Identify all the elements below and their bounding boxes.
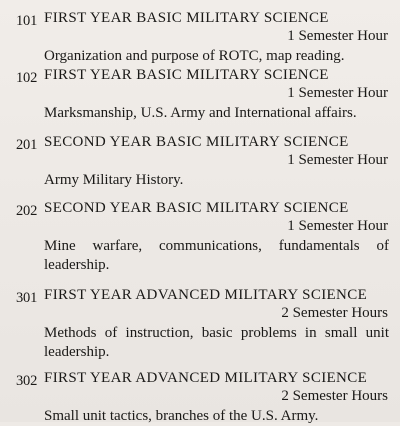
course-title: FIRST YEAR BASIC MILITARY SCIENCE: [44, 10, 329, 26]
course-title: SECOND YEAR BASIC MILITARY SCIENCE: [44, 200, 349, 216]
course-number: 101: [16, 13, 38, 29]
course-description: Mine warfare, communications, fundamentals of leadership.: [44, 238, 389, 273]
course-number: 301: [16, 290, 38, 306]
course-title: FIRST YEAR ADVANCED MILITARY SCIENCE: [44, 370, 368, 386]
course-number: 202: [16, 203, 38, 219]
course-hours: 1 Semester Hour: [287, 152, 388, 168]
course-hours: 1 Semester Hour: [287, 218, 388, 234]
course-title: FIRST YEAR BASIC MILITARY SCIENCE: [44, 67, 329, 83]
course-description: Small unit tactics, branches of the U.S. Army.: [44, 408, 319, 424]
course-number: 302: [16, 373, 38, 389]
course-hours: 1 Semester Hour: [287, 85, 388, 101]
course-description: Methods of instruction, basic problems in small unit leadership.: [44, 325, 389, 360]
course-hours: 2 Semester Hours: [281, 388, 388, 404]
course-description: Army Military History.: [44, 172, 184, 188]
course-title: SECOND YEAR BASIC MILITARY SCIENCE: [44, 134, 349, 150]
course-hours: 2 Semester Hours: [281, 305, 388, 321]
course-hours: 1 Semester Hour: [287, 28, 388, 44]
course-title: FIRST YEAR ADVANCED MILITARY SCIENCE: [44, 287, 368, 303]
course-description: Marksmanship, U.S. Army and International affairs.: [44, 105, 357, 121]
course-number: 201: [16, 137, 38, 153]
course-description: Organization and purpose of ROTC, map reading.: [44, 48, 345, 64]
course-number: 102: [16, 70, 38, 86]
